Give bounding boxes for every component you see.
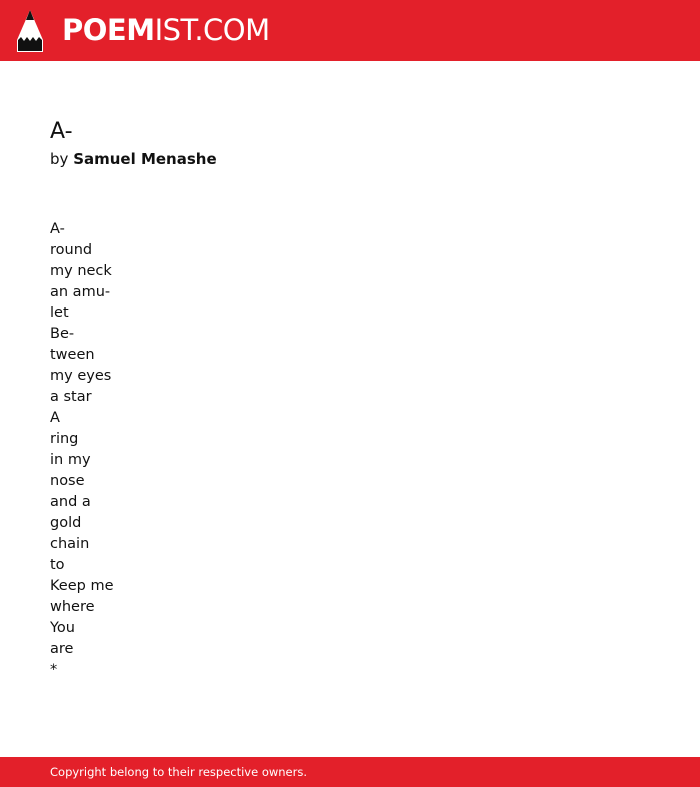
poem-line: an amu- bbox=[50, 284, 111, 300]
poem-line: chain bbox=[50, 536, 90, 552]
pencil-tip-icon bbox=[17, 10, 43, 52]
poem-line: nose bbox=[50, 473, 85, 489]
poem-line: in my bbox=[50, 452, 91, 468]
site-footer bbox=[0, 757, 700, 787]
poem-line: ring bbox=[50, 431, 79, 447]
poem-line: gold bbox=[50, 515, 82, 531]
poem-line: to bbox=[50, 557, 65, 573]
logo-light-part: IST.COM bbox=[154, 13, 270, 47]
poem-line: my eyes bbox=[50, 368, 112, 384]
poem-line: You bbox=[50, 620, 75, 636]
logo-bold-part: POEM bbox=[62, 13, 155, 47]
poem-title: A- bbox=[50, 119, 73, 144]
poem-line: round bbox=[50, 242, 93, 258]
author-name[interactable]: Samuel Menashe bbox=[73, 150, 217, 168]
poem-line: A- bbox=[50, 221, 65, 237]
copyright-notice: Copyright belong to their respective owners. bbox=[50, 765, 308, 779]
poem-line: A bbox=[50, 410, 60, 426]
site-logo-text bbox=[62, 12, 270, 48]
by-label: by bbox=[50, 150, 69, 168]
poem-line: and a bbox=[50, 494, 91, 510]
site-header bbox=[0, 0, 700, 61]
poem-line: * bbox=[50, 662, 58, 678]
poem-line: Keep me bbox=[50, 578, 114, 594]
poem-line: my neck bbox=[50, 263, 112, 279]
poem-line: let bbox=[50, 305, 69, 321]
poem-line: Be- bbox=[50, 326, 75, 342]
byline bbox=[50, 149, 217, 169]
poem-line: are bbox=[50, 641, 74, 657]
poem-line: where bbox=[50, 599, 95, 615]
poem-line: a star bbox=[50, 389, 92, 405]
poem-body bbox=[50, 219, 114, 681]
poem-line: tween bbox=[50, 347, 95, 363]
